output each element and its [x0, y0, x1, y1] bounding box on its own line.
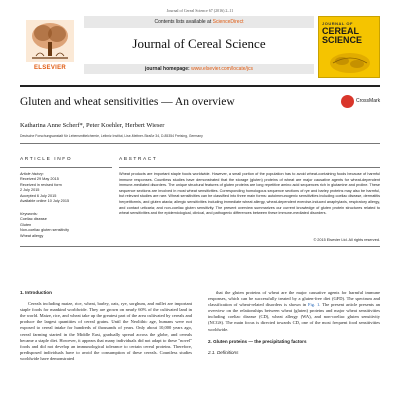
wheat-grain-icon	[327, 49, 373, 75]
journal-citation: Journal of Cereal Science 67 (2016) 2–11	[166, 8, 234, 13]
article-keywords	[20, 212, 112, 239]
homepage-label: journal homepage:	[144, 66, 190, 72]
history-item: Received in revised form	[20, 182, 62, 187]
elsevier-tree-icon	[26, 20, 74, 62]
elsevier-logo[interactable]	[20, 16, 80, 76]
body-column-right	[208, 290, 380, 356]
journal-header	[20, 16, 380, 82]
keyword-item: Coeliac disease	[20, 217, 47, 222]
crossmark-button[interactable]	[341, 94, 381, 110]
section-2-1-heading: 2.1. Definitions	[208, 349, 239, 355]
journal-banner	[84, 16, 314, 76]
crossmark-label: CrossMark	[356, 98, 381, 104]
journal-name[interactable]: Journal of Cereal Science	[132, 36, 266, 51]
copyright-notice: © 2015 Elsevier Ltd. All rights reserved.	[313, 238, 380, 242]
introduction-paragraph: Cereals including maize, rice, wheat, barley, oats, rye, sorghum, and millet are important staple foods for mankind worldwide. They are grown on nearly 60% of the cultivated land in the world. Maize, rice, and wheat take up the greatest part of the area cultivated by cereals and produce the largest quantities of cereal grains. Until the Neolithic age, humans were not exposed to cereal intake for hundreds of thousands of years. Only about 10,000 years ago, cereal farming started in the Middle East, gradually spread across the globe, and cereals became a staple diet. However, it appears that many individuals did not adapt to these "novel" foods and did not develop an immunological tolerance to certain cereal proteins. Therefore, predisposed individuals have to avoid the consumption of these cereals. Countless studies worldwide have demonstrated	[20, 301, 192, 361]
body-column-left	[20, 290, 192, 362]
keywords-label: Keywords:	[20, 212, 38, 216]
introduction-continuation	[208, 290, 380, 333]
homepage-link[interactable]: www.elsevier.com/locate/jcs	[191, 66, 254, 72]
author-affiliation: Deutsche Forschungsanstalt für Lebensmittelchemie, Leibniz Institut, Lise-Meitner-Straße 34, D-85354 Freising, Germany	[20, 134, 203, 138]
article-title: Gluten and wheat sensitivities — An overview	[20, 96, 235, 108]
abstract-heading: ABSTRACT	[119, 157, 158, 162]
journal-cover[interactable]	[318, 16, 380, 78]
history-item: Accepted 6 July 2015	[20, 193, 57, 198]
history-item: Available online 10 July 2015	[20, 199, 70, 204]
header-divider	[20, 85, 380, 87]
figure-1-link[interactable]: Fig. 1	[307, 302, 320, 308]
history-label: Article history:	[20, 172, 44, 176]
article-info-heading: ARTICLE INFO	[20, 157, 73, 162]
crossmark-icon	[341, 95, 354, 108]
introduction-heading: 1. Introduction	[20, 290, 52, 295]
affiliation-divider	[20, 143, 380, 144]
history-item: 2 July 2015	[20, 188, 40, 193]
cover-title: CEREAL SCIENCE	[322, 26, 363, 45]
keyword-item: Non-coeliac gluten sensitivity	[20, 228, 69, 233]
sciencedirect-link[interactable]: ScienceDirect	[212, 19, 244, 25]
article-authors: Katharina Anne Scherf*, Peter Koehler, Herbert Wieser	[20, 122, 165, 129]
homepage-bar	[84, 64, 314, 74]
keyword-item: Gluten	[20, 222, 32, 227]
info-heading-rule	[20, 167, 112, 168]
continuation-text: that the gluten proteins of wheat are the major causative agents for harmful immune responses, which can be successfully treated by a gluten-free diet (GFD). The spectrum and classification of wheat-related disorders is shown in	[208, 290, 380, 308]
contents-prefix: Contents lists available at	[154, 19, 212, 25]
section-2-heading: 2. Gluten proteins — the precipitating factors	[208, 338, 307, 344]
keyword-item: Wheat allergy	[20, 233, 44, 238]
elsevier-wordmark: ELSEVIER	[33, 65, 67, 71]
continuation-text-end: . The present article presents an overview on the relationships between wheat (gluten) proteins and major wheat sensitivities including coeliac disease (CD), wheat allergy (WA), and non-coeliac gluten sensitivity (NCGS). The main focus is directed towards CD, one of the most frequent food sensitivities worldwide.	[208, 302, 380, 332]
contents-bar	[84, 16, 314, 28]
abstract-bottom-divider	[20, 246, 380, 247]
abstract-heading-rule	[119, 167, 380, 168]
history-item: Received 29 May 2015	[20, 177, 59, 182]
abstract-text: Wheat products are important staple foods worldwide. However, a small portion of the population has to avoid wheat-containing foods because of harmful immune responses. Countless studies have demonstrated that the storage (gluten) proteins of wheat are major causative agents for wheat-dependent immune-mediated disorders. The unique structural features of gluten proteins are long repetitive amino acid sequences rich in glutamine and proline. These sequence sections are involved in most wheat sensitivities. Corresponding homologous sequence sections of rye and barley proteins may also be harmful, but relevant studies are rare. Wheat sensitivities can be classified into three main forms: autoimmunogenic sensitivities including coeliac disease, dermatitis herpetiformis, and gluten ataxia; allergic sensitivities including immediate wheat allergy, wheat-dependent exercise-induced anaphylaxis, respiratory allergy, and contact urticaria; and non-coeliac gluten sensitivity. The present overview summarizes our current knowledge of gluten protein structures related to wheat sensitivities and the epidemiological, clinical, and pathogenic differences between these immune-mediated disorders.	[119, 172, 380, 216]
article-history	[20, 172, 112, 204]
cover-journal-label: JOURNAL OF	[322, 21, 353, 26]
